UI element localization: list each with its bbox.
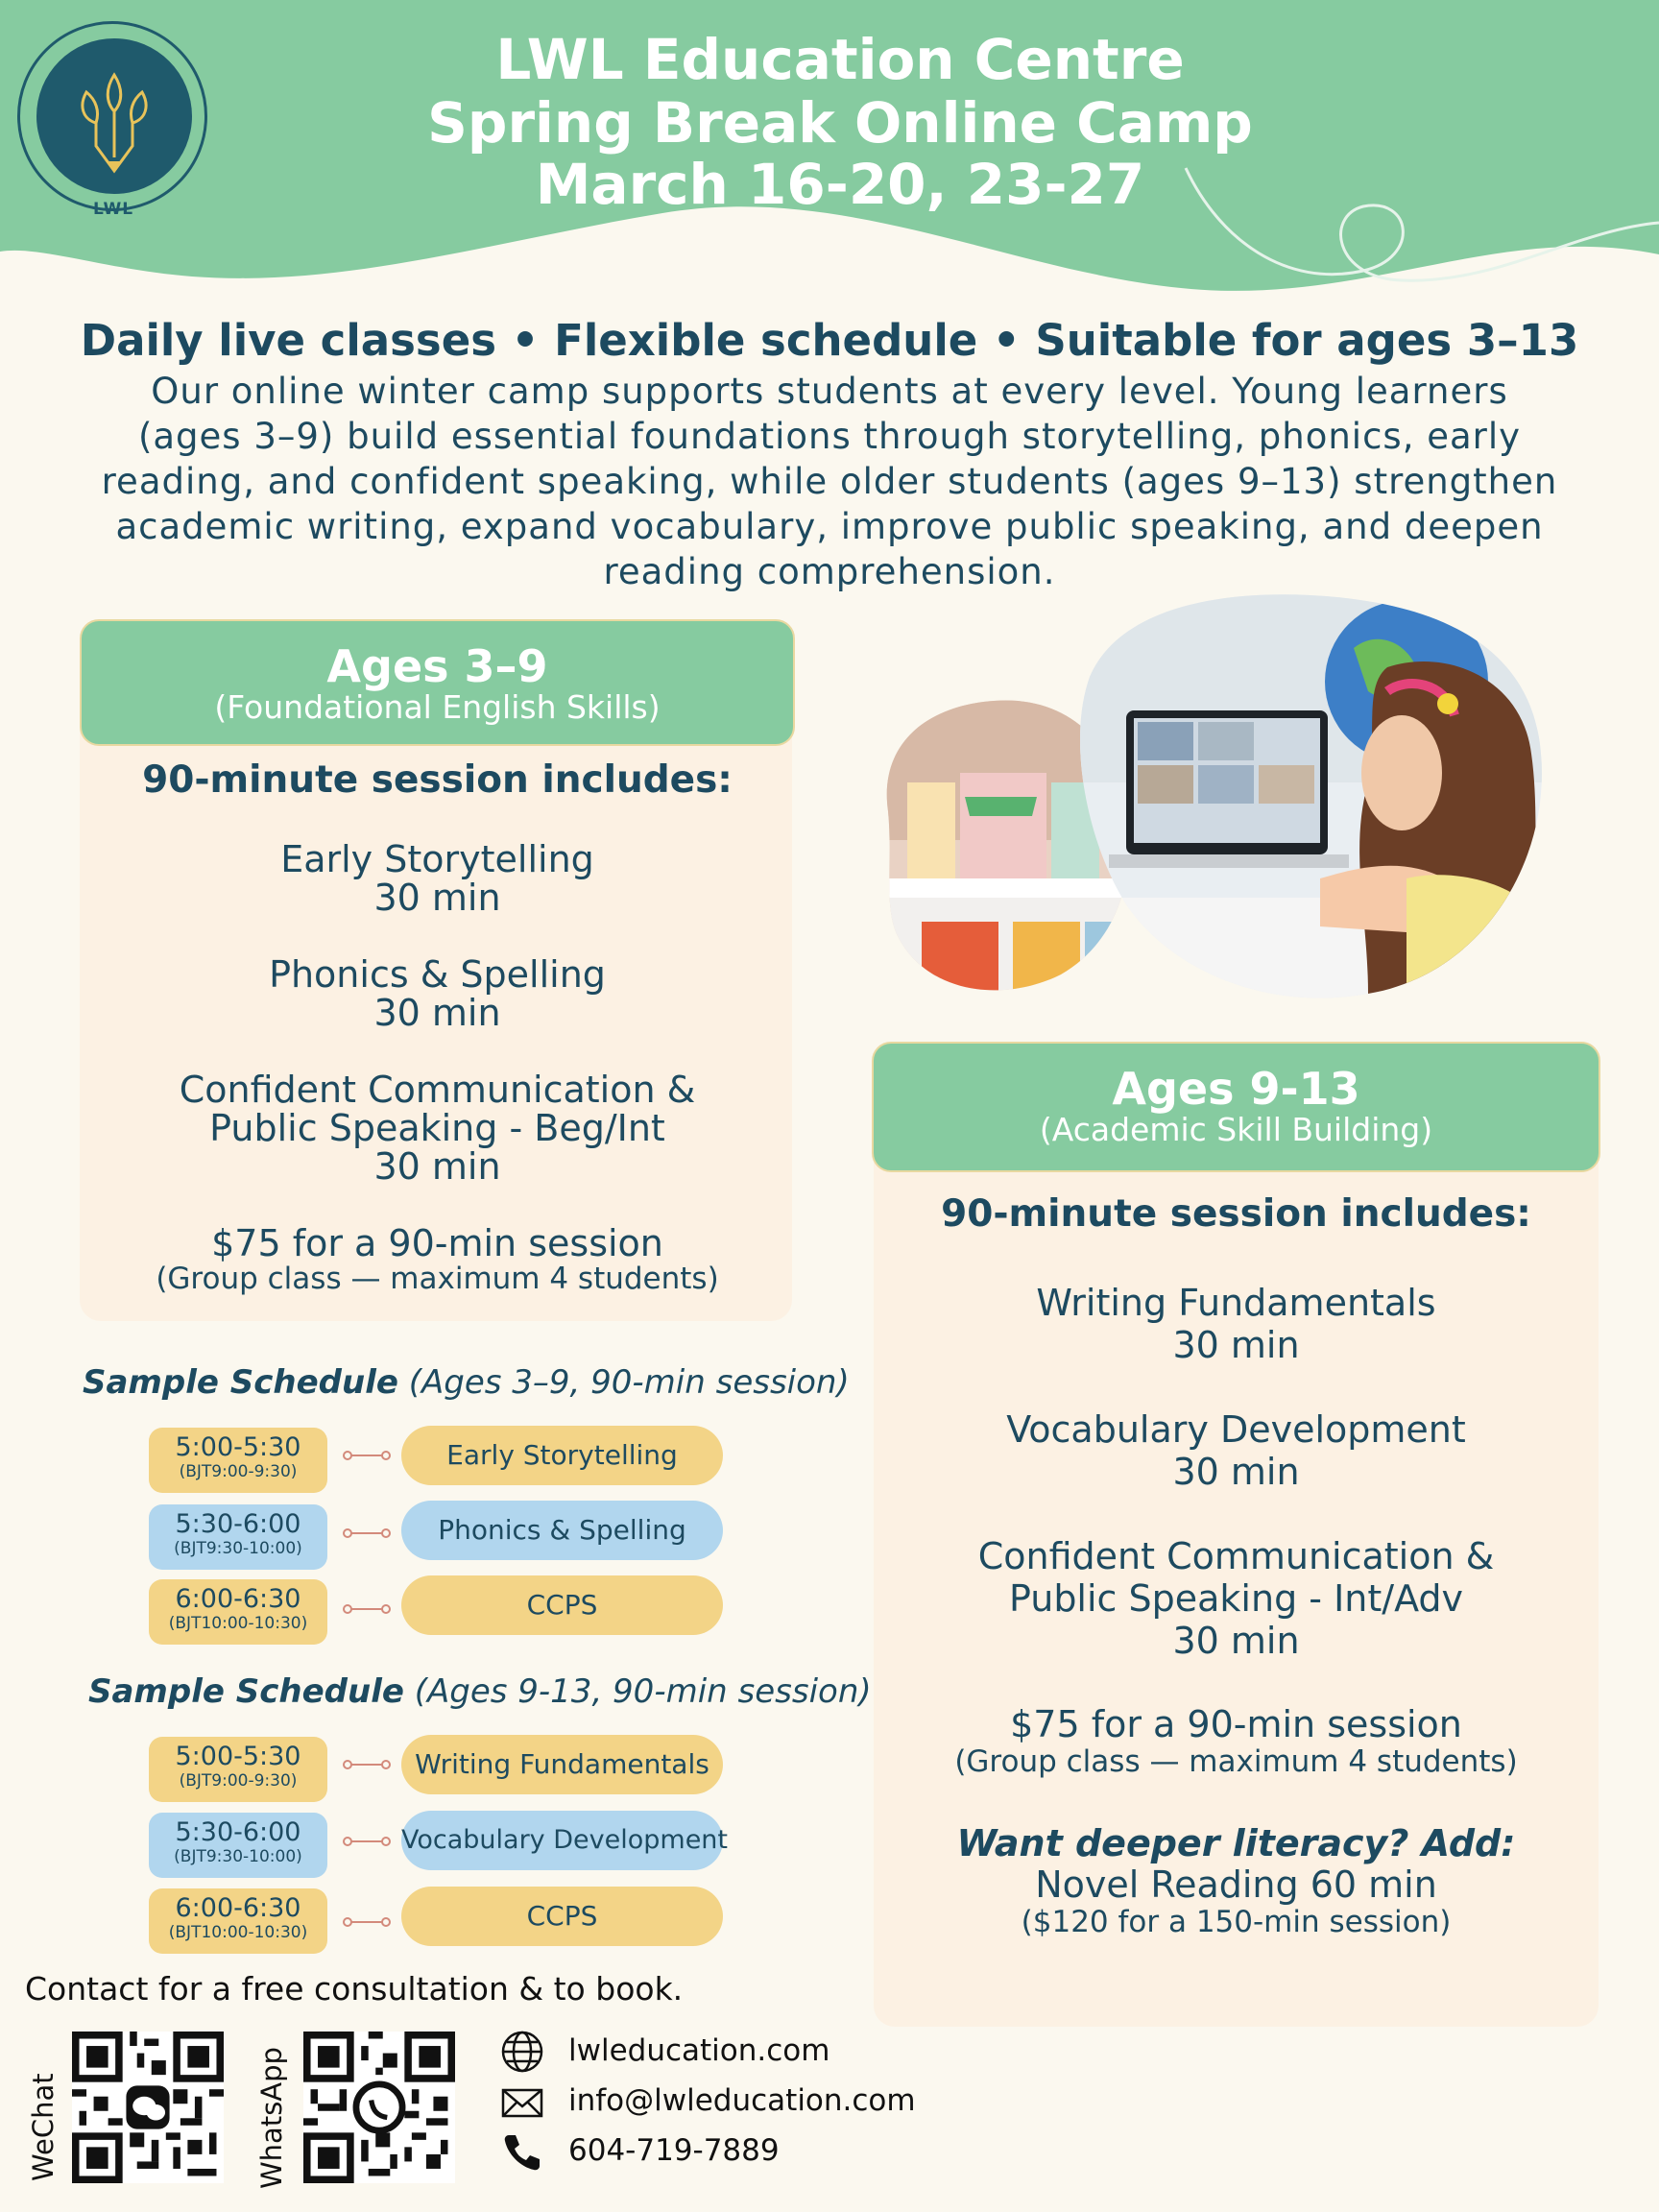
item-name: Confident Communication &	[977, 1535, 1495, 1577]
older-item-communication	[874, 1535, 1599, 1662]
whatsapp-qr-icon[interactable]	[303, 2032, 455, 2183]
schedule-activity-pill: Phonics & Spelling	[401, 1501, 723, 1560]
item-name: Vocabulary Development	[1006, 1408, 1466, 1451]
schedule-activity-pill: CCPS	[401, 1575, 723, 1635]
item-duration: 30 min	[373, 1145, 501, 1188]
schedule-time-pill	[149, 1888, 327, 1954]
young-item-storytelling	[80, 840, 795, 917]
bjt-time: (BJT9:30-10:00)	[174, 1539, 302, 1558]
connector-line	[343, 1916, 391, 1928]
connector-line	[343, 1836, 391, 1847]
time-range: 5:00-5:30	[175, 1742, 301, 1771]
schedule-older-heading	[88, 1672, 872, 1711]
addon-item: Novel Reading 60 min	[1035, 1863, 1437, 1906]
leaf-logo-icon	[36, 38, 192, 194]
phone-icon	[499, 2129, 545, 2176]
time-range: 5:30-6:00	[175, 1509, 301, 1539]
time-range: 5:00-5:30	[175, 1432, 301, 1462]
time-range: 6:00-6:30	[175, 1584, 301, 1614]
young-price-note: (Group class — maximum 4 students)	[156, 1262, 719, 1296]
item-name: Public Speaking - Int/Adv	[1008, 1577, 1463, 1620]
connector-line	[343, 1527, 391, 1539]
schedule-activity-pill: Early Storytelling	[401, 1426, 723, 1485]
envelope-icon	[499, 2080, 545, 2126]
bjt-time: (BJT10:00-10:30)	[168, 1614, 308, 1633]
older-session-title: 90-minute session includes:	[941, 1192, 1531, 1236]
intro-line: reading, and confident speaking, while older students (ages 9–13) strengthen	[101, 461, 1558, 502]
item-name: Early Storytelling	[280, 838, 594, 880]
connector-line	[343, 1450, 391, 1461]
contact-heading: Contact for a free consultation & to book.	[25, 1970, 684, 2008]
schedule-time-pill	[149, 1504, 327, 1570]
student-online-class-photo	[869, 590, 1551, 1032]
intro-description	[67, 369, 1592, 594]
older-program-header	[872, 1042, 1600, 1172]
item-name: Phonics & Spelling	[269, 953, 606, 996]
older-price: $75 for a 90-min session	[1010, 1703, 1462, 1745]
time-range: 6:00-6:30	[175, 1893, 301, 1923]
intro-line: reading comprehension.	[603, 551, 1056, 592]
wechat-qr-icon[interactable]	[72, 2032, 224, 2183]
intro-line: (ages 3–9) build essential foundations through storytelling, phonics, early	[137, 416, 1522, 457]
schedule-label-detail: (Ages 3–9, 90-min session)	[397, 1363, 850, 1402]
older-item-writing	[874, 1282, 1599, 1366]
website-link[interactable]: lwleducation.com	[568, 2033, 830, 2068]
globe-icon	[499, 2029, 545, 2075]
page-title-line1: LWL Education Centre	[495, 27, 1185, 92]
wechat-label: WeChat	[27, 2073, 60, 2181]
bjt-time: (BJT9:00-9:30)	[179, 1771, 298, 1791]
connector-line	[343, 1759, 391, 1770]
item-duration: 30 min	[1172, 1324, 1300, 1366]
addon-price: ($120 for a 150-min session)	[1021, 1905, 1452, 1939]
tagline: Daily live classes • Flexible schedule • Suitable for ages 3–13	[80, 315, 1579, 366]
older-program-heading: Ages 9-13	[1112, 1063, 1360, 1115]
young-program-header	[80, 619, 795, 746]
item-duration: 30 min	[373, 877, 501, 919]
time-range: 5:30-6:00	[175, 1817, 301, 1847]
young-price: $75 for a 90-min session	[211, 1222, 663, 1264]
item-name: Public Speaking - Beg/Int	[209, 1107, 665, 1149]
intro-line: academic writing, expand vocabulary, improve public speaking, and deepen	[115, 506, 1544, 547]
schedule-activity-pill: Writing Fundamentals	[401, 1735, 723, 1794]
young-session-title: 90-minute session includes:	[142, 758, 733, 802]
schedule-time-pill	[149, 1579, 327, 1645]
young-item-communication	[80, 1070, 795, 1186]
page-title-line2: Spring Break Online Camp	[427, 90, 1253, 156]
older-item-vocabulary	[874, 1408, 1599, 1493]
schedule-time-pill	[149, 1813, 327, 1878]
older-price-note: (Group class — maximum 4 students)	[954, 1744, 1518, 1779]
schedule-label: Sample Schedule	[88, 1672, 404, 1711]
item-duration: 30 min	[373, 992, 501, 1034]
schedule-time-pill	[149, 1737, 327, 1802]
schedule-time-pill	[149, 1428, 327, 1493]
item-duration: 30 min	[1172, 1451, 1300, 1493]
item-name: Writing Fundamentals	[1036, 1282, 1436, 1324]
whatsapp-label: WhatsApp	[255, 2047, 288, 2189]
logo-text: LWL	[92, 200, 134, 219]
bjt-time: (BJT9:00-9:30)	[179, 1462, 298, 1481]
young-item-phonics	[80, 955, 795, 1032]
addon-title: Want deeper literacy? Add:	[956, 1822, 1516, 1864]
page-title-dates: March 16-20, 23-27	[535, 152, 1145, 217]
schedule-label: Sample Schedule	[83, 1363, 398, 1402]
item-name: Confident Communication &	[179, 1069, 696, 1111]
item-duration: 30 min	[1172, 1620, 1300, 1662]
bjt-time: (BJT9:30-10:00)	[174, 1847, 302, 1866]
logo-badge	[36, 38, 192, 194]
phone-number[interactable]: 604-719-7889	[568, 2133, 780, 2168]
schedule-activity-pill: CCPS	[401, 1887, 723, 1946]
schedule-young-heading	[83, 1363, 850, 1402]
email-link[interactable]: info@lwleducation.com	[568, 2083, 916, 2118]
older-program-subheading: (Academic Skill Building)	[1039, 1111, 1433, 1148]
bjt-time: (BJT10:00-10:30)	[168, 1923, 308, 1942]
schedule-label-detail: (Ages 9-13, 90-min session)	[403, 1672, 872, 1711]
schedule-activity-pill: Vocabulary Development	[401, 1811, 723, 1870]
young-program-subheading: (Foundational English Skills)	[214, 688, 661, 726]
connector-line	[343, 1603, 391, 1615]
intro-line: Our online winter camp supports students at every level. Young learners	[151, 371, 1508, 412]
young-program-heading: Ages 3–9	[326, 640, 548, 692]
